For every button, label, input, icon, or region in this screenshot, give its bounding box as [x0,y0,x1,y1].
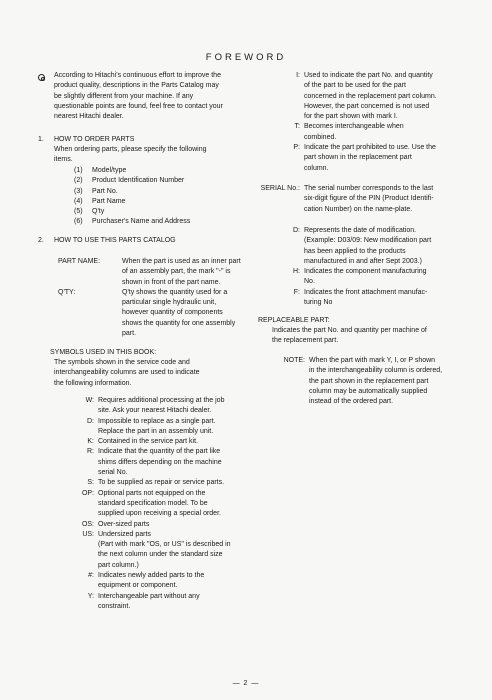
symbol-row [72,447,282,478]
definition-line: shows the quantity for one assembly [122,319,236,327]
right-symbol-row-line: has been applied to the products [304,247,406,255]
symbol-row-line: Over-sized parts [98,520,150,528]
intro-line: According to Hitachi's continuous effort to improve the [54,72,221,79]
page-number: — 2 — [232,680,260,687]
symbol-row-line: part column.) [98,561,139,569]
definition-text [122,257,241,288]
order-item-number: (1) [74,167,83,174]
symbol-row [72,592,282,613]
right-symbol-row-text [304,288,427,309]
symbol-row-text [98,530,231,571]
symbol-row-line: Contained in the service part kit. [98,438,198,446]
right-symbol-row-line: (Example: D03/09: New modification part [304,237,432,245]
section2-heading: HOW TO USE THIS PARTS CATALOG [54,237,176,244]
symbol-row-text [98,396,224,417]
symbol-row-key: #: [88,572,94,580]
right-symbol-row [284,122,474,143]
symbol-row-line: Undersized parts [98,530,151,538]
right-symbol-row-line: for the part shown with mark I. [304,113,398,121]
right-symbol-row-line: combined. [304,133,337,141]
right-symbol-row-line: Indicate the part prohibited to use. Use the [304,144,436,152]
symbol-row-line: Indicates newly added parts to the [98,572,205,580]
right-symbol-row [284,143,474,174]
symbol-row-line: Indicate that the quantity of the part like [98,448,221,456]
intro-paragraph [54,71,276,122]
symbol-row-key: W: [85,397,94,404]
symbols-heading: SYMBOLS USED IN THIS BOOK: [50,349,157,356]
note-row-line: instead of the ordered part. [309,398,394,406]
symbol-row-line: serial No. [98,469,128,477]
right-symbol-row-line: of the part to be used for the part [304,82,406,90]
right-symbol-row-key: P: [293,144,300,152]
right-symbol-row [284,226,474,267]
symbol-row-line: shims differs depending on the machine [98,458,222,466]
right-symbol-row-line: column. [304,164,329,172]
symbol-row-text [98,417,216,438]
right-symbol-row-line: concerned in the replacement part column. [304,92,437,100]
symbol-row-key: OP: [81,489,94,497]
replaceable-line: Indicates the part No. and quantity per machine of [272,327,427,334]
symbol-row [72,530,282,571]
symbol-row-text [98,437,198,447]
definition-text [122,288,235,339]
symbol-row-line: Interchangeable part without any [98,592,200,600]
symbol-row-line: the next column under the standard size [98,551,223,559]
intro-line: nearest Hitachi dealer. [54,113,124,121]
symbol-row-line: Requires additional processing at the job [98,397,225,404]
symbol-row-text [98,447,222,478]
symbols-intro-line: the following information. [54,379,132,387]
intro-bullet-icon [38,74,45,85]
order-item-text: Product Identification Number [92,177,185,185]
symbols-intro [54,358,276,389]
order-item [74,176,274,186]
definition-line: particular single hydraulic unit, [122,299,217,307]
symbol-row [72,489,282,520]
replaceable-text [272,326,477,347]
order-item [74,217,274,227]
right-symbol-row-key: I: [296,72,300,79]
right-symbol-row-text [304,267,427,288]
page-title: FOREWORD [205,52,287,63]
right-symbol-row-text [304,71,437,122]
note-row-line: When the part with mark Y, I, or P shown [309,357,436,364]
section1-heading: HOW TO ORDER PARTS [54,136,135,143]
right-symbol-row-key: T: [294,123,300,131]
symbol-row-key: K: [87,438,94,446]
symbol-row-key: S: [87,479,94,487]
definition-line: part. [122,330,137,338]
symbol-row [72,417,282,438]
section1-items [74,166,274,228]
symbol-row-line: Replace the part in an assembly unit. [98,427,214,435]
right-symbol-row-line: Represents the date of modification. [304,227,417,234]
order-item [74,166,274,176]
symbol-row-key: OS: [81,520,94,528]
definition-line: shown in front of the part name. [122,278,221,286]
right-symbol-row-key: H: [293,268,300,276]
symbols-list [72,396,282,612]
symbol-row [72,520,282,530]
section1-text [54,145,276,166]
symbol-row [72,437,282,447]
order-item [74,197,274,207]
symbol-row-key: D: [87,417,94,425]
right-symbol-row-line: No. [304,278,315,286]
note-row-line: in the interchangeability column is ordered, [309,367,443,375]
definition-line: however quantity of components [122,309,223,317]
definition-line: Q'ty shows the quantity used for a [122,288,228,296]
definition-label: Q'TY: [58,288,76,296]
section2-number: 2. [38,237,44,244]
serial-row-line: cation Number) on the name-plate. [304,205,413,213]
right-symbol-row-line: Becomes interchangeable when [304,123,404,131]
order-item-number: (2) [74,177,83,185]
order-item-text: Model/type [92,167,127,174]
symbol-row-key: US: [82,530,94,538]
right-symbol-row-text [304,226,431,267]
right-symbol-row-key: F: [293,288,300,296]
right-symbol-row-line: Indicates the front attachment manufac- [304,288,428,296]
definition-label: PART NAME: [58,258,101,265]
order-item-number: (6) [74,218,83,226]
order-item-number: (5) [74,208,83,216]
note-block [265,356,475,407]
symbol-row [72,571,282,592]
serial-row [258,184,474,215]
note-row-line: column may be automatically supplied [309,387,428,395]
intro-line: be slightly different from your machine. If any [54,92,194,100]
symbol-row-key: Y: [87,592,94,600]
symbol-row-key: R: [87,448,94,456]
symbol-row [72,478,282,488]
serial-row-key: SERIAL No.: [260,185,300,192]
right-symbol-row-line: However, the part concerned is not used [304,102,430,110]
note-row-text [309,356,442,407]
symbols-intro-line: interchangeability columns are used to indicate [54,369,200,377]
definition-line: of an assembly part, the mark "-" is [122,268,231,276]
order-item [74,187,274,197]
right-symbols-list-2 [284,226,474,308]
right-symbols-list [284,71,474,174]
definition-line: When the part is used as an inner part [122,258,241,265]
note-row [265,356,475,407]
symbol-row [72,396,282,417]
order-item-number: (3) [74,187,83,195]
order-item-text: Part No. [92,187,118,195]
symbol-row-line: Optional parts not equipped on the [98,489,206,497]
symbol-row-line: To be supplied as repair or service parts. [98,479,225,487]
symbol-row-line: equipment or component. [98,582,178,590]
right-symbol-row-line: manufactured in and after Sept 2003.) [304,257,422,265]
symbol-row-text [98,520,149,530]
symbol-row-line: standard specification model. To be [98,499,208,507]
symbol-row-text [98,571,204,592]
order-item-text: Q'ty [92,208,105,216]
note-row-key: NOTE: [283,357,305,364]
right-symbol-row-text [304,143,436,174]
order-item-number: (4) [74,197,83,205]
right-symbol-row [284,288,474,309]
intro-line: product quality, descriptions in the Parts Catalog may [54,82,219,90]
symbol-row-line: supplied upon receiving a special order. [98,510,221,518]
right-symbol-row-text [304,122,404,143]
section1-number: 1. [38,136,44,143]
section2-definitions [58,257,280,339]
section1-text-line: items. [54,156,73,164]
serial-number-definition [258,184,474,215]
serial-row-text [304,184,434,215]
symbol-row-line: (Part with mark "OS, or US" is described in [98,541,231,549]
right-symbol-row [284,267,474,288]
replaceable-line: the replacement part. [272,337,339,345]
right-symbol-row-line: Used to indicate the part No. and quantity [304,72,433,79]
order-item-text: Part Name [92,197,126,205]
symbol-row-text [98,489,221,520]
right-symbol-row-key: D: [293,227,300,234]
right-symbol-row [284,71,474,122]
definition-row [58,288,280,339]
symbols-intro-line: The symbols shown in the service code and [54,359,190,366]
note-row-line: the part shown in the replacement part [309,377,429,385]
symbol-row-line: site. Ask your nearest Hitachi dealer. [98,407,212,415]
symbol-row-text [98,478,224,488]
symbol-row-text [98,592,200,613]
section1-text-line: When ordering parts, please specify the following [54,146,207,153]
serial-row-line: six-digit figure of the PIN (Product Identifi- [304,195,434,203]
order-item [74,207,274,217]
replaceable-heading: REPLACEABLE PART: [258,317,330,324]
serial-row-line: The serial number corresponds to the last [304,185,434,192]
order-item-text: Purchaser's Name and Address [92,218,191,226]
right-symbol-row-line: Indicates the component manufacturing [304,268,427,276]
symbol-row-line: Impossible to replace as a single part. [98,417,216,425]
right-symbol-row-line: part shown in the replacement part [304,154,412,162]
symbol-row-line: constraint. [98,602,131,610]
definition-row [58,257,280,288]
intro-line: questionable points are found, feel free to contact your [54,102,223,110]
right-symbol-row-line: turing No [304,299,333,307]
